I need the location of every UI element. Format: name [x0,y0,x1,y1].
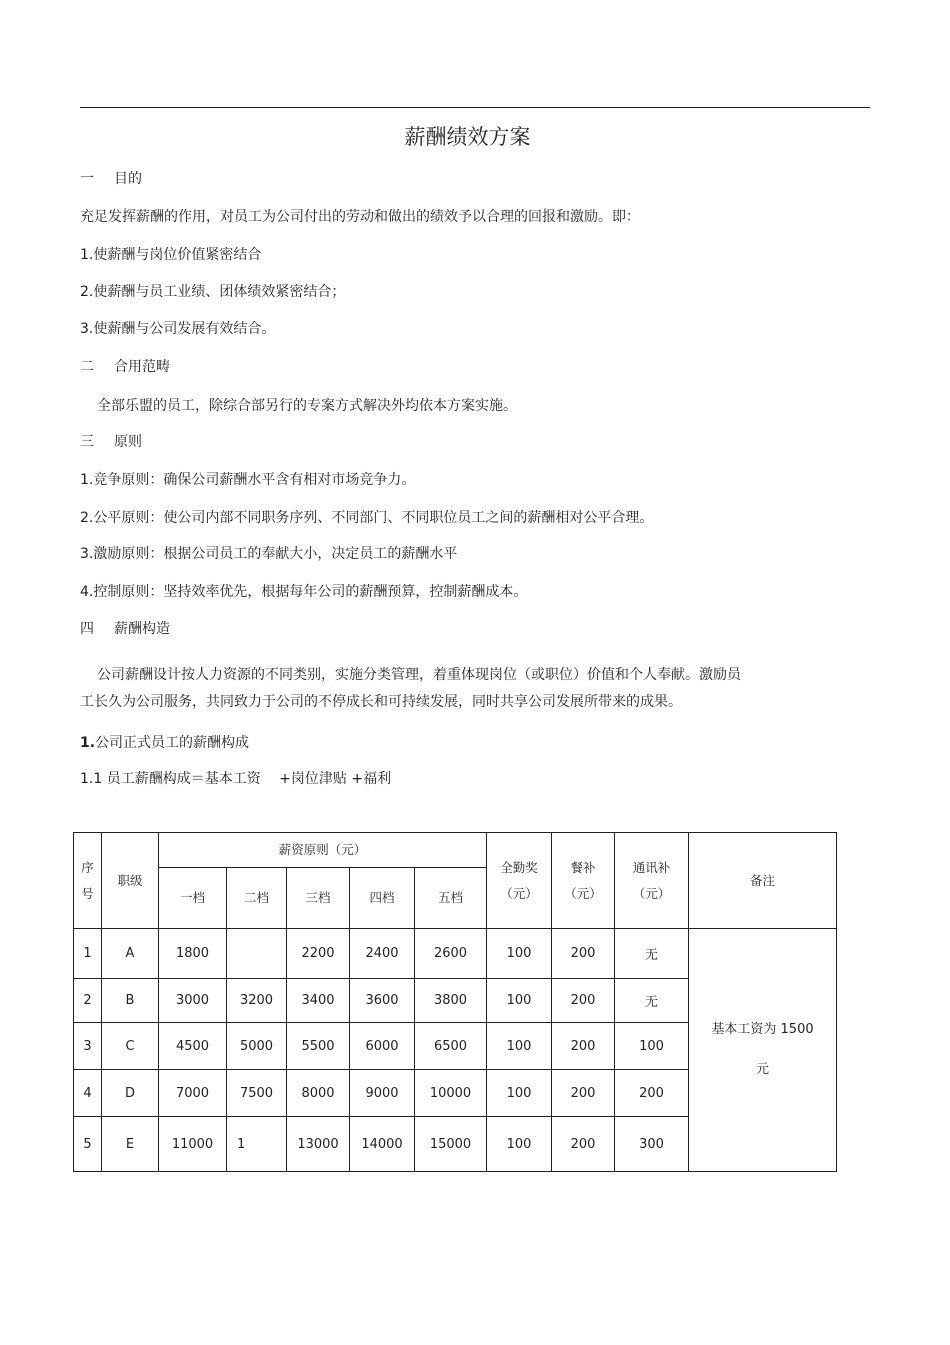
header-seq: 序 号 [74,833,102,929]
cell-grade-3: 3400 [287,979,350,1023]
cell-grade-4: 9000 [350,1070,415,1117]
header-grade-3: 三档 [287,868,350,929]
document-title: 薪酬绩效方案 [404,125,531,149]
subsection-title: 公司正式员工的薪酬构成 [95,735,250,751]
cell-attendance: 100 [487,1070,552,1117]
item-number: 1. [80,472,94,488]
cell-grade-5: 2600 [415,929,487,979]
item-number: 1. [80,247,94,263]
cell-attendance: 100 [487,1023,552,1070]
header-level: 职级 [102,833,159,929]
cell-level: D [102,1070,159,1117]
principle-item-2 [80,507,653,527]
cell-communication: 300 [615,1117,689,1172]
header-rule [80,107,870,108]
item-number: 2. [80,510,94,526]
header-attendance: 全勤奖 （元） [487,833,552,929]
item-number: 4. [80,584,94,600]
cell-attendance: 100 [487,1117,552,1172]
table-row [74,929,837,979]
cell-meal: 200 [552,929,615,979]
cell-attendance: 100 [487,929,552,979]
cell-grade-1: 7000 [159,1070,227,1117]
cell-grade-1: 1800 [159,929,227,979]
structure-paragraph-line-1: 公司薪酬设计按人力资源的不同类别，实施分类管理，着重体现岗位（或职位）价值和个人奉献。激励员 [97,667,741,683]
section-title: 合用范畴 [114,359,170,375]
header-remark: 备注 [689,833,837,929]
cell-seq: 3 [74,1023,102,1070]
cell-level: C [102,1023,159,1070]
cell-seq: 5 [74,1117,102,1172]
section-heading-scope [80,356,170,376]
purpose-item-1 [80,244,261,264]
salary-formula: 1.1 员工薪酬构成＝基本工资 +岗位津贴 +福利 [80,771,392,787]
section-title: 原则 [114,434,142,450]
purpose-paragraph: 充足发挥薪酬的作用，对员工为公司付出的劳动和做出的绩效予以合理的回报和激励。即： [80,209,640,225]
cell-grade-3: 8000 [287,1070,350,1117]
cell-grade-5: 3800 [415,979,487,1023]
cell-grade-5: 6500 [415,1023,487,1070]
cell-grade-1: 3000 [159,979,227,1023]
cell-grade-3: 5500 [287,1023,350,1070]
cell-level: A [102,929,159,979]
cell-grade-2: 7500 [227,1070,287,1117]
header-grade-1: 一档 [159,868,227,929]
subsection-number: 1. [80,735,96,751]
cell-grade-4: 2400 [350,929,415,979]
cell-seq: 4 [74,1070,102,1117]
header-grade-2: 二档 [227,868,287,929]
section-number: 三 [80,434,94,450]
subsection-heading [80,732,249,752]
section-title: 薪酬构造 [114,621,170,637]
section-heading-structure [80,618,170,638]
cell-seq: 2 [74,979,102,1023]
cell-communication: 100 [615,1023,689,1070]
cell-communication: 无 [615,929,689,979]
header-communication: 通讯补 （元） [615,833,689,929]
item-text: 激励原则：根据公司员工的奉献大小，决定员工的薪酬水平 [93,546,458,562]
item-text: 使薪酬与员工业绩、团体绩效紧密结合； [93,284,346,300]
section-number: 四 [80,621,94,637]
header-grade-4: 四档 [350,868,415,929]
item-number: 2. [80,284,94,300]
cell-grade-2: 1 [227,1117,287,1172]
structure-paragraph-line-2: 工长久为公司服务，共同致力于公司的不停成长和可持续发展，同时共享公司发展所带来的成果。 [80,694,682,710]
cell-grade-1: 11000 [159,1117,227,1172]
item-text: 使薪酬与公司发展有效结合。 [93,321,276,337]
cell-grade-5: 10000 [415,1070,487,1117]
cell-seq: 1 [74,929,102,979]
principle-item-4 [80,581,527,601]
purpose-item-3 [80,318,275,338]
purpose-item-2 [80,281,345,301]
item-number: 3. [80,546,94,562]
cell-attendance: 100 [487,979,552,1023]
cell-remark: 基本工资为 1500 元 [689,929,837,1172]
header-grade-5: 五档 [415,868,487,929]
section-number: 二 [80,359,94,375]
cell-grade-2 [227,929,287,979]
cell-level: E [102,1117,159,1172]
item-text: 控制原则：坚持效率优先，根据每年公司的薪酬预算，控制薪酬成本。 [93,584,528,600]
principle-item-3 [80,543,457,563]
salary-table [73,832,837,1172]
section-title: 目的 [114,171,142,187]
cell-grade-4: 3600 [350,979,415,1023]
item-number: 3. [80,321,94,337]
section-heading-principles [80,431,142,451]
cell-meal: 200 [552,1070,615,1117]
cell-meal: 200 [552,979,615,1023]
cell-grade-3: 2200 [287,929,350,979]
principle-item-1 [80,469,415,489]
cell-grade-3: 13000 [287,1117,350,1172]
cell-grade-5: 15000 [415,1117,487,1172]
cell-meal: 200 [552,1117,615,1172]
cell-grade-2: 5000 [227,1023,287,1070]
table-header-row [74,833,837,868]
cell-grade-4: 6000 [350,1023,415,1070]
header-meal: 餐补 （元） [552,833,615,929]
scope-paragraph: 全部乐盟的员工，除综合部另行的专案方式解决外均依本方案实施。 [97,398,517,414]
item-text: 使薪酬与岗位价值紧密结合 [93,247,262,263]
section-heading-purpose [80,168,142,188]
cell-meal: 200 [552,1023,615,1070]
item-text: 公平原则：使公司内部不同职务序列、不同部门、不同职位员工之间的薪酬相对公平合理。 [93,510,654,526]
header-grade-group: 薪资原则（元） [159,833,487,868]
cell-grade-1: 4500 [159,1023,227,1070]
cell-grade-4: 14000 [350,1117,415,1172]
item-text: 竞争原则：确保公司薪酬水平含有相对市场竞争力。 [93,472,416,488]
cell-grade-2: 3200 [227,979,287,1023]
section-number: 一 [80,171,94,187]
cell-communication: 200 [615,1070,689,1117]
cell-communication: 无 [615,979,689,1023]
cell-level: B [102,979,159,1023]
